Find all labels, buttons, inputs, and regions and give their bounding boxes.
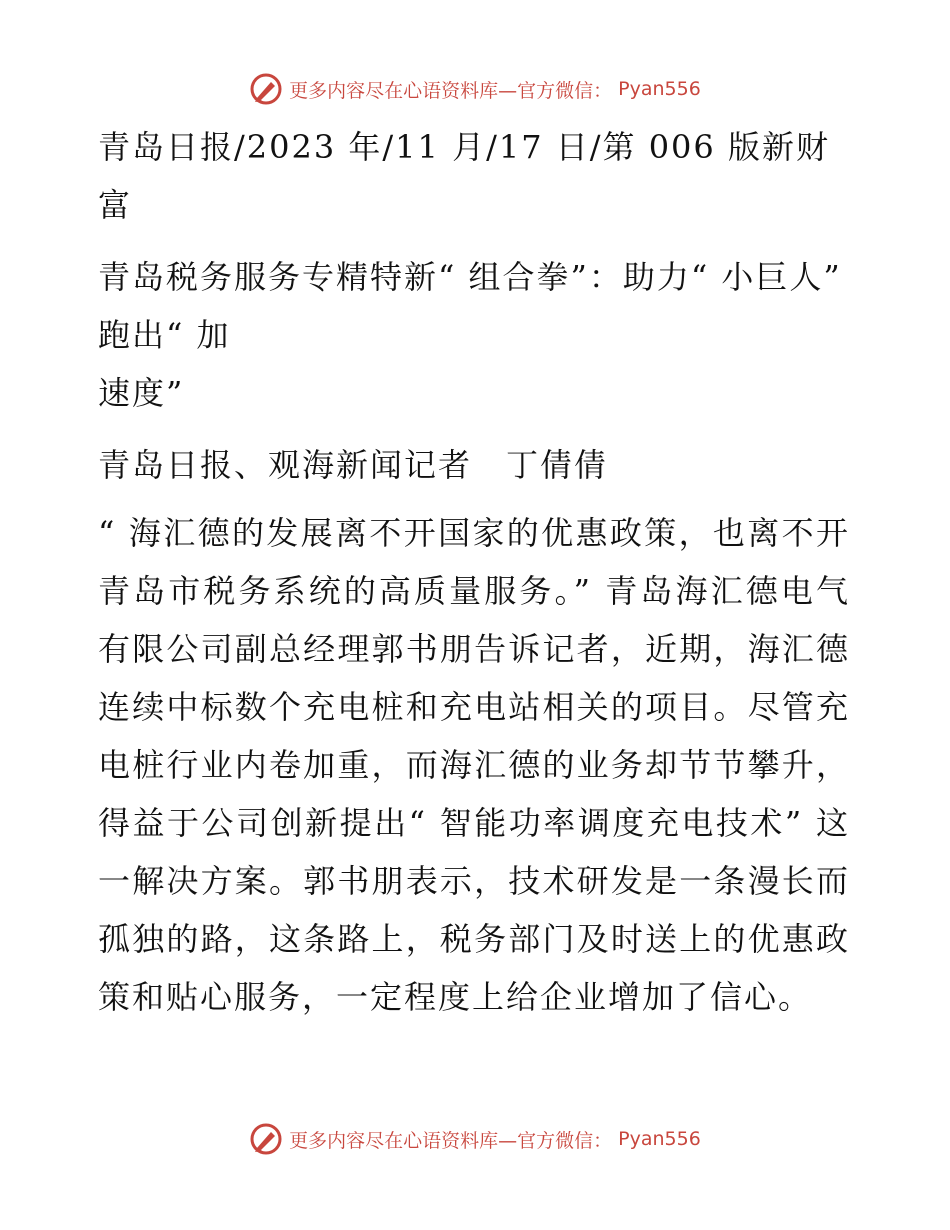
source-line: 青岛日报/2023 年/11 月/17 日/第 006 版新财富 [98,128,830,224]
pen-logo-icon [249,1122,283,1156]
watermark-banner-bottom [0,1122,950,1156]
article-paragraph: “ 海汇德的发展离不开国家的优惠政策，也离不开青岛市税务系统的高质量服务。” 青岛海汇德电气有限公司副总经理郭书朋告诉记者，近期，海汇德连续中标数个充电桩和充电站相关的项目。尽管充电桩行业内卷加重，而海汇德的业务却节节攀升，得益于公司创新提出“ 智能功率调度充电技术” 这一解决方案。郭书朋表示，技术研发是一条漫长而孤独的路，这条路上，税务部门及时送上的优惠政策和贴心服务，一定程度上给企业增加了信心。 [98,514,850,1016]
banner-handle: Pyan556 [618,78,701,100]
article-title-line1: 青岛税务服务专精特新“ 组合拳”：助力“ 小巨人” 跑出“ 加 [98,258,842,354]
document-body [98,118,850,1026]
watermark-banner-top [0,72,950,106]
article-title-line2: 速度” [98,374,185,412]
banner-handle: Pyan556 [618,1128,701,1150]
byline: 青岛日报、观海新闻记者 丁倩倩 [98,446,609,484]
banner-text: 更多内容尽在心语资料库—官方微信： [289,1129,613,1152]
pen-logo-icon [249,72,283,106]
banner-text: 更多内容尽在心语资料库—官方微信： [289,79,613,102]
